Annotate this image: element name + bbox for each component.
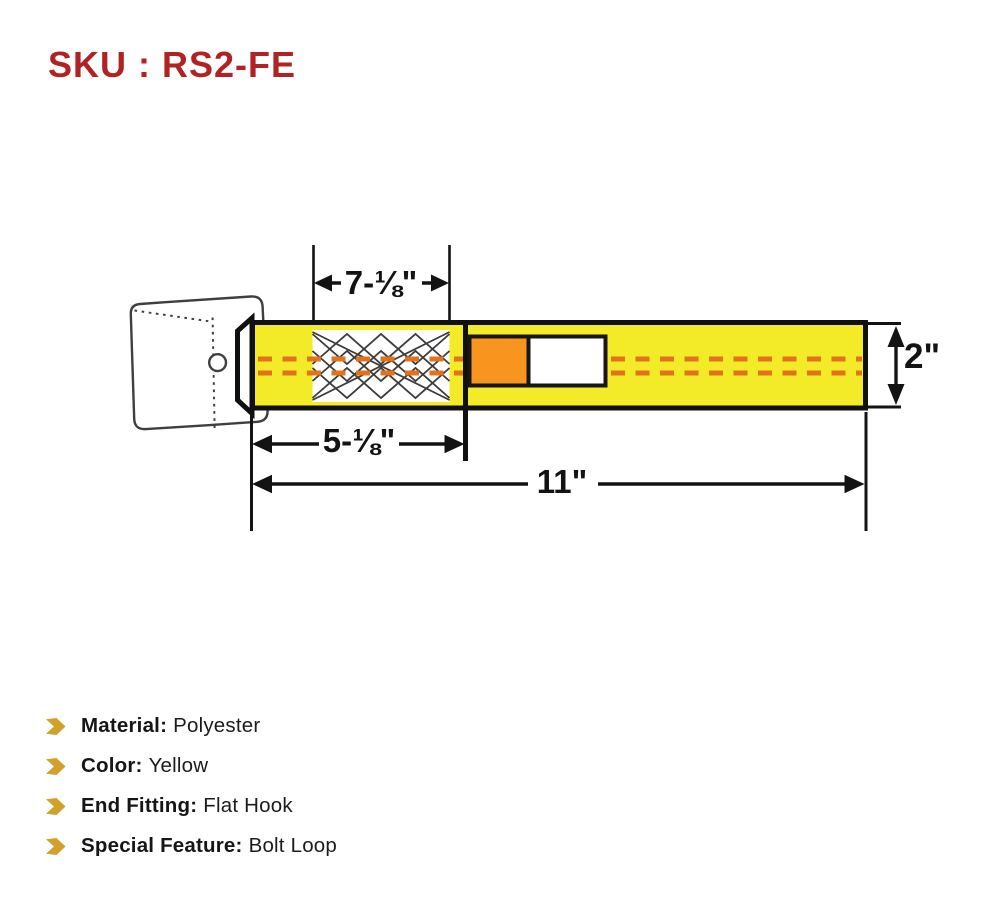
spec-value: Bolt Loop [248, 834, 338, 857]
strap-end-fold [238, 318, 253, 414]
label-patch-white [529, 337, 606, 386]
spec-label: Material: [81, 714, 168, 737]
dim-label-7-1-8: 7-⅛" [344, 264, 418, 301]
hook-bolt-hole [209, 354, 226, 371]
spec-item-special-feature [46, 826, 337, 866]
chevron-bullet-icon [46, 798, 66, 815]
spec-value: Polyester [173, 714, 261, 737]
chevron-bullet-icon [46, 838, 66, 855]
spec-label: Special Feature: [81, 834, 243, 857]
dim-label-5-1-8: 5-⅛" [322, 422, 396, 459]
spec-label: Color: [81, 754, 143, 777]
spec-value: Yellow [148, 754, 209, 777]
spec-item-material [46, 706, 337, 746]
sku-title: SKU : RS2-FE [48, 44, 297, 85]
chevron-bullet-icon [46, 758, 66, 775]
label-patches [470, 337, 606, 386]
spec-item-end-fitting [46, 786, 337, 826]
chevron-bullet-icon [46, 718, 66, 735]
spec-item-color [46, 746, 337, 786]
dimension-hook-overlap [252, 413, 465, 531]
label-patch-orange [470, 337, 529, 386]
dimension-stitch-section [314, 245, 450, 321]
dim-label-2: 2" [904, 337, 941, 376]
spec-label: End Fitting: [81, 794, 198, 817]
spec-list [46, 706, 337, 866]
dim-label-11: 11" [536, 463, 588, 500]
stitch-pattern [313, 330, 450, 402]
spec-value: Flat Hook [203, 794, 293, 817]
dimension-strap-width [868, 324, 940, 408]
